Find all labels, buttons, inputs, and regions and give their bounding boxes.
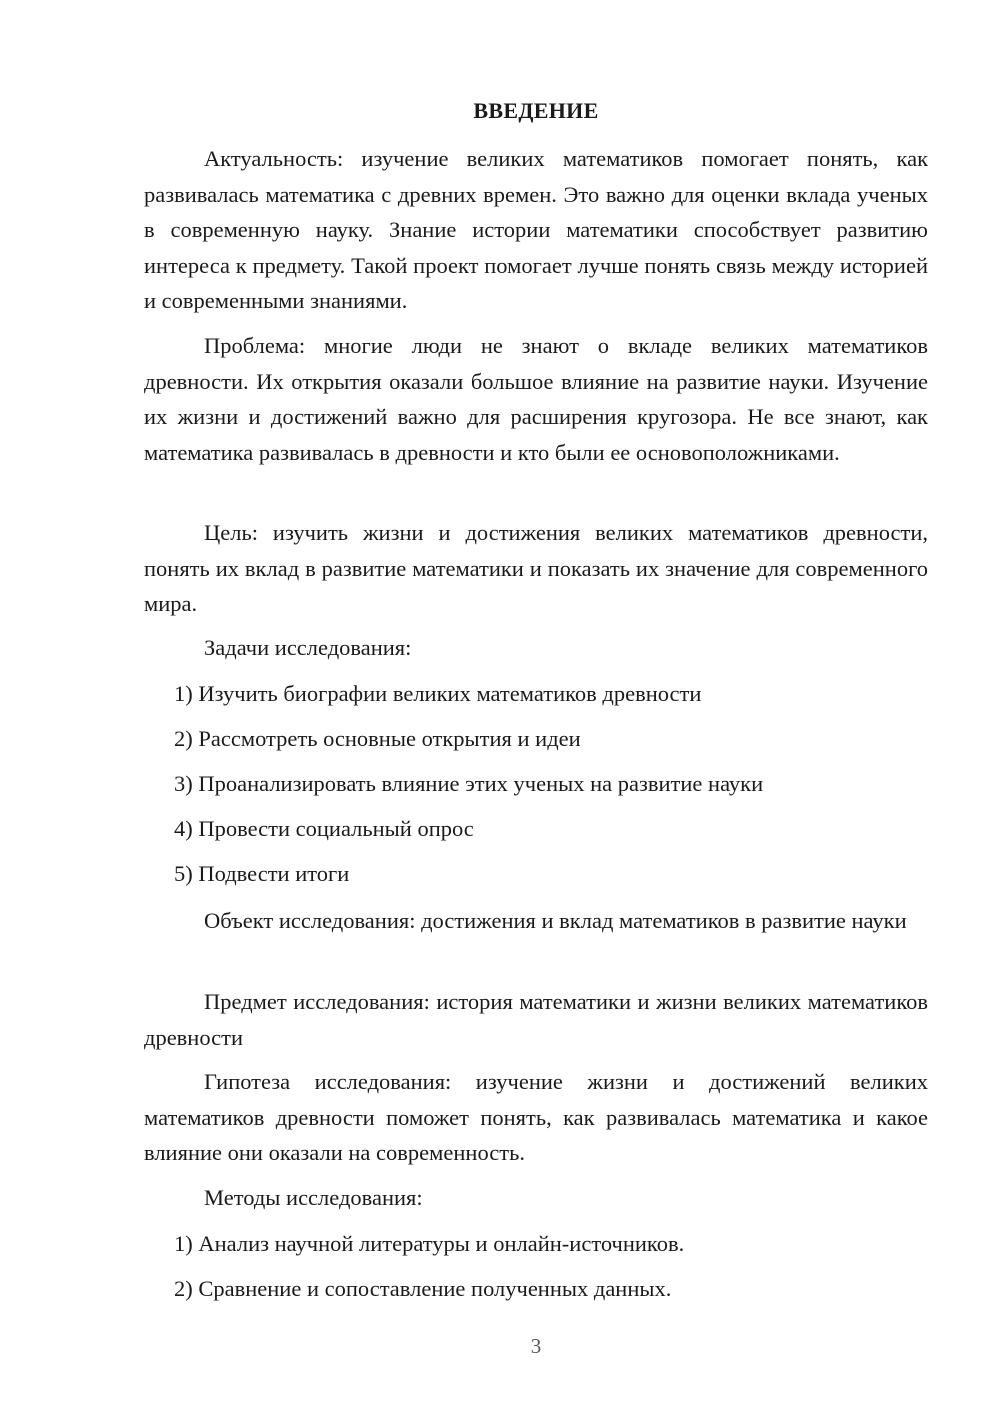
subject-paragraph-block [144,984,928,1055]
task-item-4: 4) Провести социальный опрос [174,816,474,841]
subject-paragraph: Предмет исследования: история математики и жизни великих математиков древности [144,989,928,1050]
methods-heading-block [144,1180,928,1216]
task-item-2: 2) Рассмотреть основные открытия и идеи [174,726,581,751]
section-title: ВВЕДЕНИЕ [473,98,599,123]
tasks-heading-block [144,630,928,666]
task-item-1: 1) Изучить биографии великих математиков древности [174,681,702,706]
hypothesis-paragraph-block [144,1064,928,1171]
goal-paragraph-block [144,515,928,622]
hypothesis-paragraph: Гипотеза исследования: изучение жизни и достижений великих математиков древности поможет понять, как развивалась математика и какое влияние они оказали на современность. [144,1069,928,1165]
document-page [144,0,928,1414]
method-item-1: 1) Анализ научной литературы и онлайн-источников. [174,1231,685,1256]
object-paragraph: Объект исследования: достижения и вклад математиков в развитие науки [204,908,907,933]
problem-paragraph-block [144,328,928,470]
methods-list [144,1226,928,1307]
task-item-5: 5) Подвести итоги [174,861,350,886]
tasks-heading: Задачи исследования: [204,635,412,660]
object-paragraph-block [144,903,928,939]
page-number: 3 [530,1334,542,1358]
relevance-paragraph-block [144,141,928,319]
tasks-list [144,676,928,892]
methods-heading: Методы исследования: [204,1185,423,1210]
task-item-3: 3) Проанализировать влияние этих ученых на развитие науки [174,771,764,796]
relevance-paragraph: Актуальность: изучение великих математиков помогает понять, как развивалась математика с древних времен. Это важно для оценки вклада ученых в современную науку. Знание истории математики способствует развитию интереса к предмету. Такой проект помогает лучше понять связь между историей и современными знаниями. [144,146,928,313]
problem-paragraph: Проблема: многие люди не знают о вкладе великих математиков древности. Их открытия оказали большое влияние на развитие науки. Изучение их жизни и достижений важно для расширения кругозора. Не все знают, как математика развивалась в древности и кто были ее основоположниками. [144,333,928,465]
method-item-2: 2) Сравнение и сопоставление полученных данных. [174,1276,672,1301]
goal-paragraph: Цель: изучить жизни и достижения великих математиков древности, понять их вклад в развитие математики и показать их значение для современного мира. [144,520,928,616]
